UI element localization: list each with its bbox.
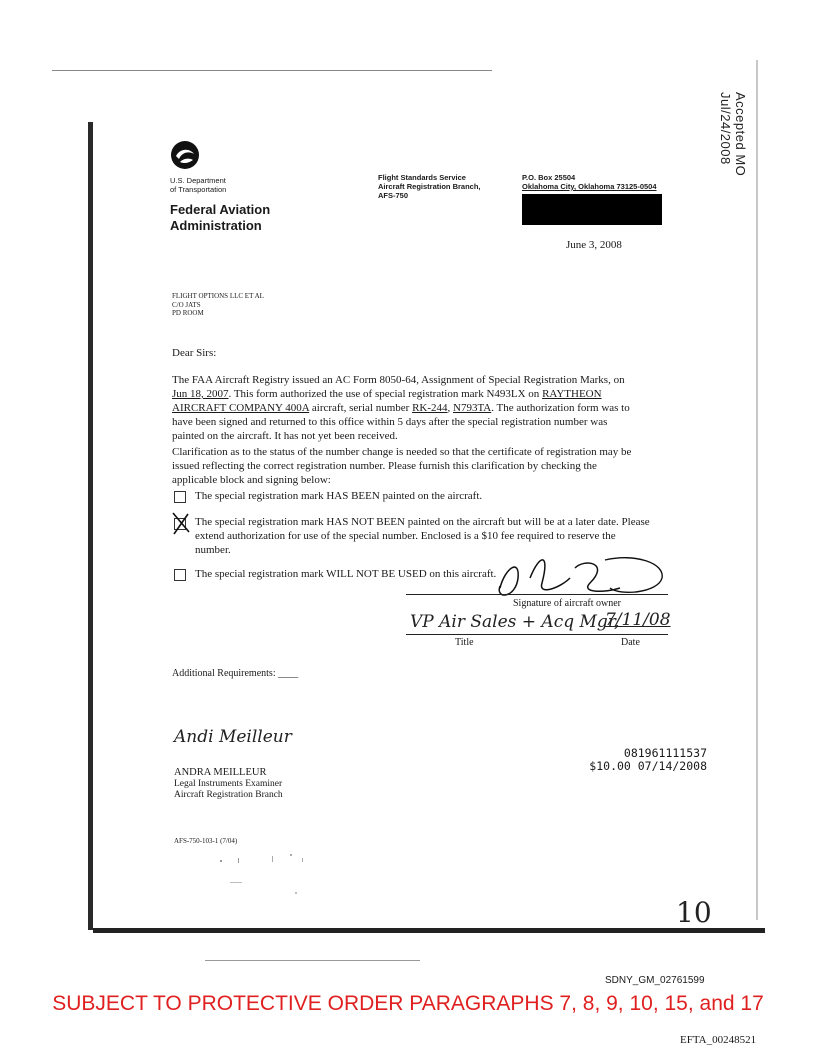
paragraph-1 [172, 373, 732, 443]
redaction-box [522, 194, 662, 225]
agency-line1: Federal Aviation [170, 202, 271, 217]
receipt-stamp [565, 747, 707, 773]
speck [290, 854, 292, 856]
bates-number: SDNY_GM_02761599 [605, 975, 705, 986]
form-id: AFS-750-103-1 (7/04) [174, 837, 238, 845]
recipient-line1: FLIGHT OPTIONS LLC ET AL [172, 292, 264, 300]
receipt-amount-date: $10.00 07/14/2008 [589, 759, 707, 773]
receipt-number: 081961111537 [623, 746, 707, 760]
para2-line2: issued reflecting the correct registration number. Please furnish this clarification by checking the [172, 460, 597, 472]
examiner-branch: Aircraft Registration Branch [174, 790, 283, 800]
recipient-line2: C/O JATS [172, 300, 201, 309]
examiner-signature: Andi Meilleur [174, 727, 292, 747]
option2-line2: extend authorization for use of the special number. Enclosed is a $10 fee required to reserve the [195, 530, 616, 542]
para2-line1: Clarification as to the status of the number change is needed so that the certificate of registration may be [172, 446, 632, 458]
date-label: Date [621, 637, 640, 648]
checkbox-will-not-be-used[interactable] [174, 569, 186, 581]
letter-date: June 3, 2008 [566, 239, 622, 251]
recipient-line3: PD ROOM [172, 309, 204, 317]
examiner-block [174, 767, 283, 802]
address-line1: P.O. Box 25504 [522, 173, 576, 182]
examiner-name: ANDRA MEILLEUR [174, 767, 267, 778]
para1-line3 [172, 401, 732, 415]
check-mark-icon [170, 510, 192, 536]
option-will-not-be-used: The special registration mark WILL NOT BE USED on this aircraft. [195, 568, 497, 580]
n-number: N793TA [453, 402, 492, 414]
handwritten-date: 7/11/08 [605, 610, 671, 630]
service-line1: Flight Standards Service [378, 173, 466, 182]
speck [295, 892, 297, 894]
checkbox-has-been-painted[interactable] [174, 491, 186, 503]
dept-name [170, 176, 226, 194]
protective-order-notice: SUBJECT TO PROTECTIVE ORDER PARAGRAPHS 7, 8, 9, 10, 15, and 17 [52, 992, 764, 1015]
bottom-scan-bar [93, 928, 765, 933]
dept-line1: U.S. Department [170, 176, 226, 185]
aircraft-make-2: AIRCRAFT COMPANY 400A [172, 402, 310, 414]
address-line2: Oklahoma City, Oklahoma 73125-0504 [522, 182, 657, 191]
recipient-block [172, 292, 264, 318]
scan-specks [220, 852, 340, 902]
speck [230, 882, 242, 883]
speck [272, 856, 273, 862]
para1-text4: , [447, 402, 454, 414]
address-block [522, 173, 657, 191]
serial-number: RK-244 [412, 402, 448, 414]
signature-label: Signature of aircraft owner [513, 598, 622, 609]
accepted-stamp: Accepted MO Jul/24/2008 [718, 92, 748, 177]
examiner-title: Legal Instruments Examiner [174, 778, 283, 789]
para1-line5: painted on the aircraft. It has not yet been received. [172, 430, 398, 442]
para1-line4: have been signed and returned to this office within 5 days after the special registration number was [172, 416, 608, 428]
handwritten-title: VP Air Sales + Acq Mgr, [410, 612, 620, 632]
para2-line3: applicable block and signing below: [172, 474, 331, 486]
speck [220, 860, 222, 862]
efta-number: EFTA_00248521 [680, 1034, 757, 1046]
para1-line2 [172, 387, 732, 401]
title-label: Title [455, 637, 474, 648]
speck [238, 858, 239, 863]
salutation: Dear Sirs: [172, 347, 217, 359]
service-block [378, 173, 481, 200]
option2-line1: The special registration mark HAS NOT BEEN painted on the aircraft but will be at a later date. Please [195, 516, 650, 528]
dot-logo-icon [170, 140, 200, 170]
para1-text3: aircraft, serial number [309, 402, 413, 414]
top-scan-line [52, 70, 492, 71]
additional-requirements: Additional Requirements: ____ [172, 668, 299, 679]
option-has-been-painted: The special registration mark HAS BEEN painted on the aircraft. [195, 490, 483, 502]
lower-scan-line [205, 960, 420, 961]
agency-name [170, 202, 270, 234]
para1-text2: . This form authorized the use of special registration mark N493LX on [228, 388, 543, 400]
service-line2: Aircraft Registration Branch, [378, 182, 481, 191]
option2-line3: number. [195, 544, 231, 556]
signature-line [406, 594, 668, 595]
para1-text5: . The authorization form was to [491, 402, 630, 414]
title-date-line [406, 634, 668, 635]
form-issue-date: Jun 18, 2007 [172, 388, 229, 400]
paragraph-2 [172, 445, 732, 487]
page-mark: 10 [676, 896, 712, 929]
left-scan-bar [88, 122, 93, 930]
agency-line2: Administration [170, 218, 262, 233]
dept-line2: of Transportation [170, 185, 227, 194]
aircraft-make-1: RAYTHEON [542, 388, 602, 400]
right-scan-rule [756, 60, 758, 920]
para1-line1: The FAA Aircraft Registry issued an AC Form 8050-64, Assignment of Special Registration Marks, on [172, 374, 625, 386]
service-line3: AFS-750 [378, 191, 409, 200]
speck [302, 858, 303, 862]
